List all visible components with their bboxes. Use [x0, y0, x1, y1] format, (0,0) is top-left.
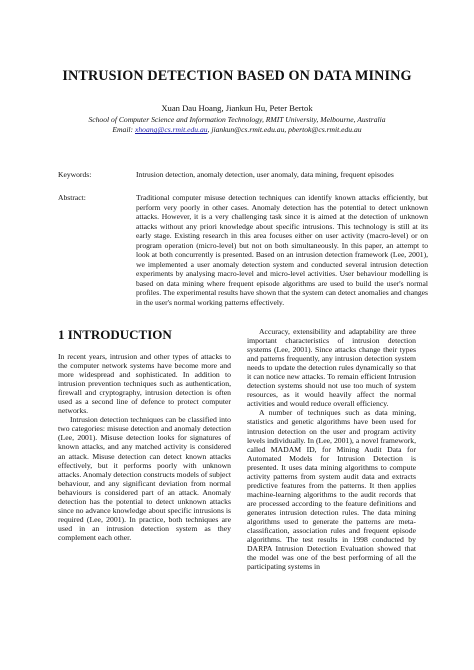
email-link[interactable]: xhoang@cs.rmit.edu.au	[134, 125, 208, 135]
email-prefix: Email:	[112, 125, 135, 135]
paragraph: Accuracy, extensibility and adaptability are three important characteristics of intrusion detection systems (Lee, 2001). Since attacks change their types and patterns frequently, any intrusion detection system needs to update the detection rules dynamically so that it can notice new attacks. To remain efficient Intrusion detection systems should not use too much of system resources, as it would heavily affect the normal activities and would reduce overall efficiency.	[247, 327, 416, 409]
paragraph: A number of techniques such as data mining, statistics and genetic algorithms have been used for intrusion detection on the user and program activity levels individually. In (Lee, 2001), a novel framework, called MADAM ID, for Mining Audit Data for Automated Models for Intrusion Detection is presented. It uses data mining algorithms to compute activity patterns from system audit data and extracts predictive features from the patterns. It then applies machine-learning algorithms to the audit records that are processed according to the feature definitions and generates intrusion detection rules. The data mining algorithms used to generate the patterns are meta-classification, association rules and frequent episode algorithms. The test results in 1998 conducted by DARPA Intrusion Detection Evaluation showed that the model was one of the best performing of all the participating systems in	[247, 408, 416, 572]
affiliation-block	[0, 115, 474, 135]
abstract-text: Traditional computer misuse detection techniques can identify known attacks efficiently, but perform very poorly in other cases. Anomaly detection has the potential to detect unknown attacks. However, it is a very challenging task since it is aimed at the detection of unknown attacks without any priori knowledge about specific intrusions. This technology is still at its early stage. Existing research in this area focuses either on user activity (macro-level) or on program operation (micro-level) but not on both simultaneously. In this paper, an attempt to look at both concurrently is presented. Based on an intrusion detection framework (Lee, 2001), we implemented a user anomaly detection system and conducted several intrusion detection experiments by analysing macro-level and micro-level activities. User behaviour modelling is based on data mining where frequent episode algorithms are used to build the user's normal profiles. The experimental results have shown that the system can detect anomalies and changes in the user's normal working patterns effectively.	[136, 193, 428, 307]
keywords-label: Keywords:	[58, 170, 92, 179]
keywords-text: Intrusion detection, anomaly detection, user anomaly, data mining, frequent episodes	[136, 170, 394, 179]
paragraph: In recent years, intrusion and other types of attacks to the computer network systems have become more and more widespread and sophisticated. In addition to intrusion prevention techniques such as authentication, firewall and cryptography, intrusion detection is often used as a second line of defence to protect computer networks.	[58, 352, 231, 416]
right-column	[247, 327, 416, 571]
affiliation: School of Computer Science and Information Technology, RMIT University, Melbourne, Australia	[88, 115, 386, 124]
abstract-label: Abstract:	[58, 193, 86, 202]
email-rest: , jiankun@cs.rmit.edu.au, pbertok@cs.rmit.edu.au	[207, 125, 362, 135]
author-list: Xuan Dau Hoang, Jiankun Hu, Peter Bertok	[161, 103, 313, 113]
email-line	[0, 125, 474, 135]
section-heading-introduction: 1 INTRODUCTION	[58, 327, 172, 342]
paper-title: INTRUSION DETECTION BASED ON DATA MINING	[62, 68, 412, 84]
left-column	[58, 352, 231, 542]
paragraph: Intrusion detection techniques can be classified into two categories: misuse detection and anomaly detection (Lee, 2001). Misuse detection looks for signatures of known attacks, and any matched activity is considered an attack. Misuse detection can detect known attacks effectively, but it performs poorly with unknown attacks. Anomaly detection constructs models of subject behaviour, and any significant deviation from normal behaviours is considered part of an attack. Anomaly detection has the potential to detect unknown attacks since no advance knowledge about specific intrusions is required (Lee, 2001). In practice, both techniques are used in an intrusion detection system as they complement each other.	[58, 415, 231, 542]
